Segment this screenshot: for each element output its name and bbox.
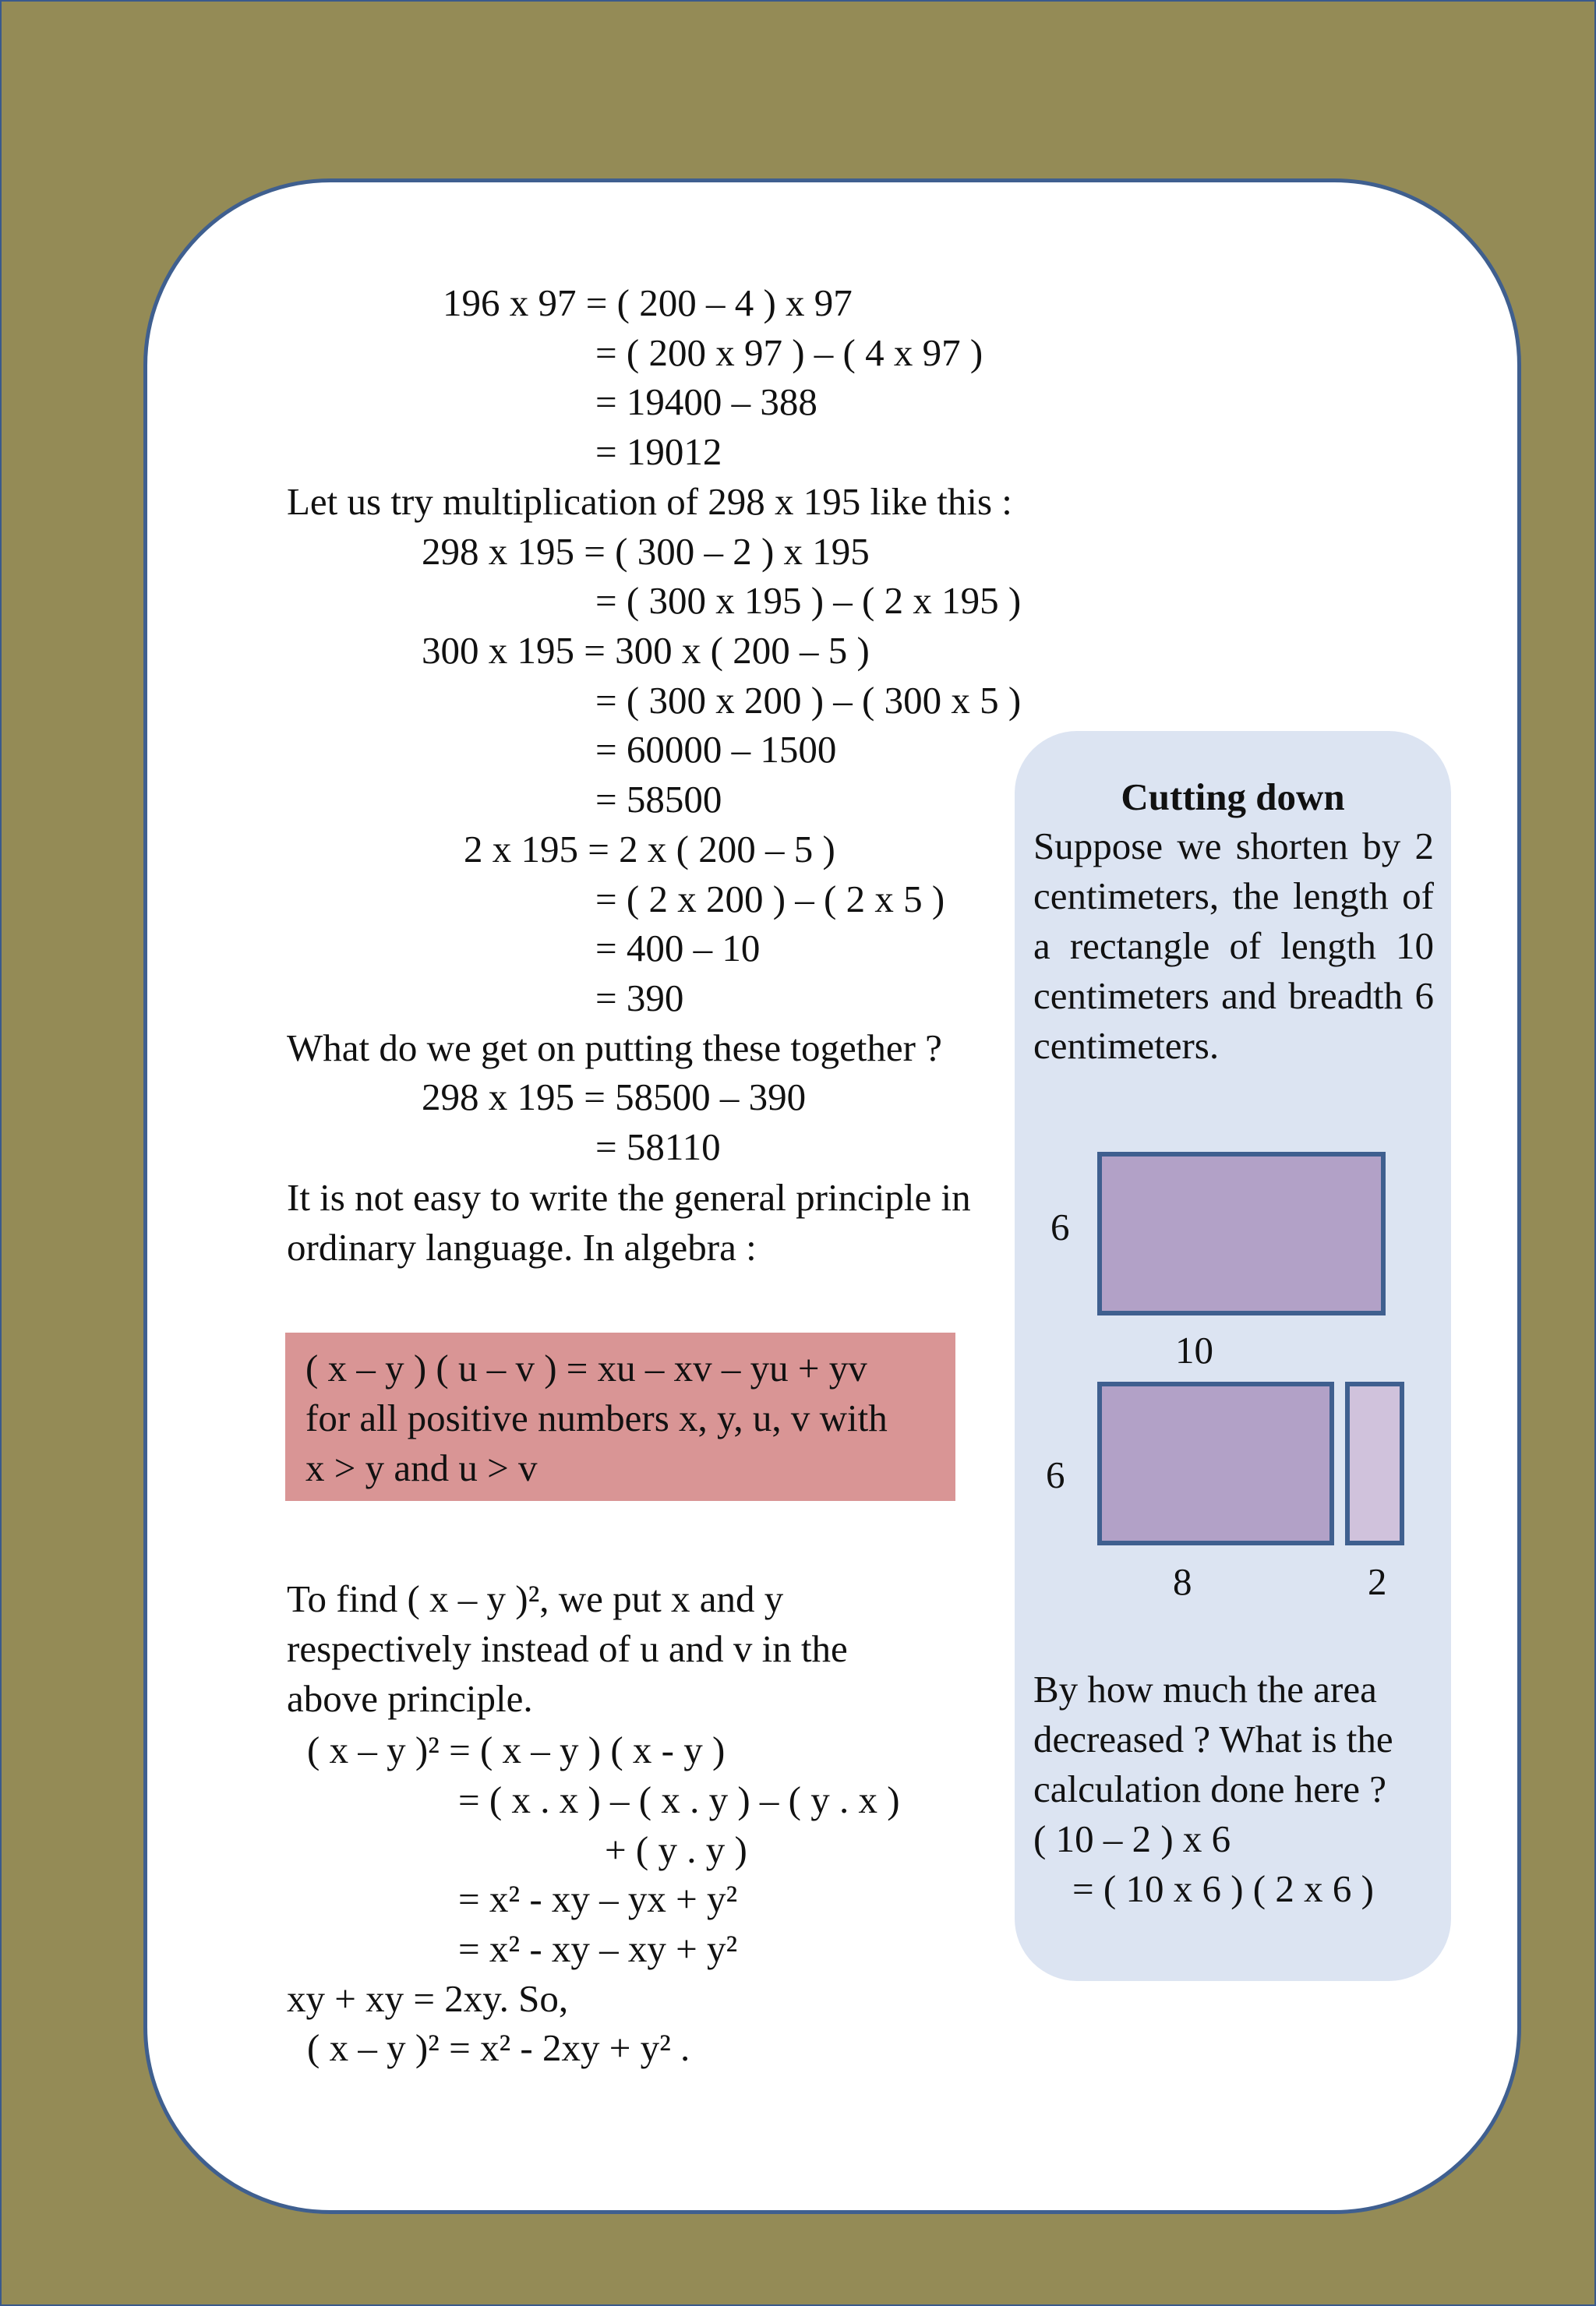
calc-line: 298 x 195 = ( 300 – 2 ) x 195 [422,530,870,573]
rect2-cut-label: 2 [1368,1560,1387,1603]
sidebar-title: Cutting down [1121,775,1345,818]
calc-question: What do we get on putting these together ? [287,1026,942,1069]
calc-line: = 58500 [595,778,722,821]
question-line: = ( 10 x 6 ) ( 2 x 6 ) [1072,1867,1374,1910]
rectangle-shortened [1097,1382,1334,1545]
square-line: xy + xy = 2xy. So, [287,1977,569,2020]
rectangle-cut-piece [1345,1382,1404,1545]
calc-line: 300 x 195 = 300 x ( 200 – 5 ) [422,629,870,672]
sidebar-cutting-down [1015,731,1451,1981]
square-line: ( x – y )² = ( x – y ) ( x - y ) [307,1729,726,1771]
sidebar-question [1033,1665,1446,1914]
question-line: By how much the area [1033,1668,1377,1711]
formula-box [285,1333,955,1501]
square-text: To find ( x – y )², we put x and y respectively instead of u and v in the above principle. [287,1577,848,1720]
square-line: = x² - xy – yx + y² [458,1877,738,1920]
calc-line: = ( 300 x 195 ) – ( 2 x 195 ) [595,579,1022,622]
question-line: calculation done here ? [1033,1767,1387,1810]
rect1-width-label: 10 [1175,1329,1213,1372]
formula-line: for all positive numbers x, y, u, v with [305,1397,888,1439]
formula-line: ( x – y ) ( u – v ) = xu – xv – yu + yv [305,1347,867,1390]
calc-line: = ( 2 x 200 ) – ( 2 x 5 ) [595,878,945,920]
square-line: ( x – y )² = x² - 2xy + y² . [307,2026,690,2069]
formula-line: x > y and u > v [305,1446,538,1489]
calc-line: = ( 300 x 200 ) – ( 300 x 5 ) [595,679,1022,722]
square-line: = x² - xy – xy + y² [458,1927,738,1970]
calc-line: 298 x 195 = 58500 – 390 [422,1075,807,1118]
calc-line: = 58110 [595,1125,721,1168]
calc-line: = ( 200 x 97 ) – ( 4 x 97 ) [595,331,983,374]
calc-line: = 400 – 10 [595,927,761,969]
calc-line: 196 x 97 = ( 200 – 4 ) x 97 [443,281,853,324]
calc-line: = 60000 – 1500 [595,728,837,771]
square-line: + ( y . y ) [605,1828,747,1871]
rect1-height-label: 6 [1050,1206,1070,1248]
question-line: ( 10 – 2 ) x 6 [1033,1817,1231,1860]
rectangle-original [1097,1152,1386,1315]
calc-line: = 390 [595,976,684,1019]
principle-text: It is not easy to write the general principle in ordinary language. In algebra : [287,1176,971,1269]
square-line: = ( x . x ) – ( x . y ) – ( y . x ) [458,1778,900,1821]
calc-line: = 19400 – 388 [595,380,817,423]
sidebar-text: Suppose we shorten by 2 centimeters, the length of a rectangle of length 10 centimeters and breadth 6 centimeters. [1033,825,1434,1067]
rect2-width-label: 8 [1173,1560,1192,1603]
calc-line: = 19012 [595,430,722,473]
calc-line: 2 x 195 = 2 x ( 200 – 5 ) [464,828,835,870]
rect2-height-label: 6 [1046,1453,1065,1496]
question-line: decreased ? What is the [1033,1718,1393,1760]
calc-intro: Let us try multiplication of 298 x 195 like this : [287,480,1012,523]
